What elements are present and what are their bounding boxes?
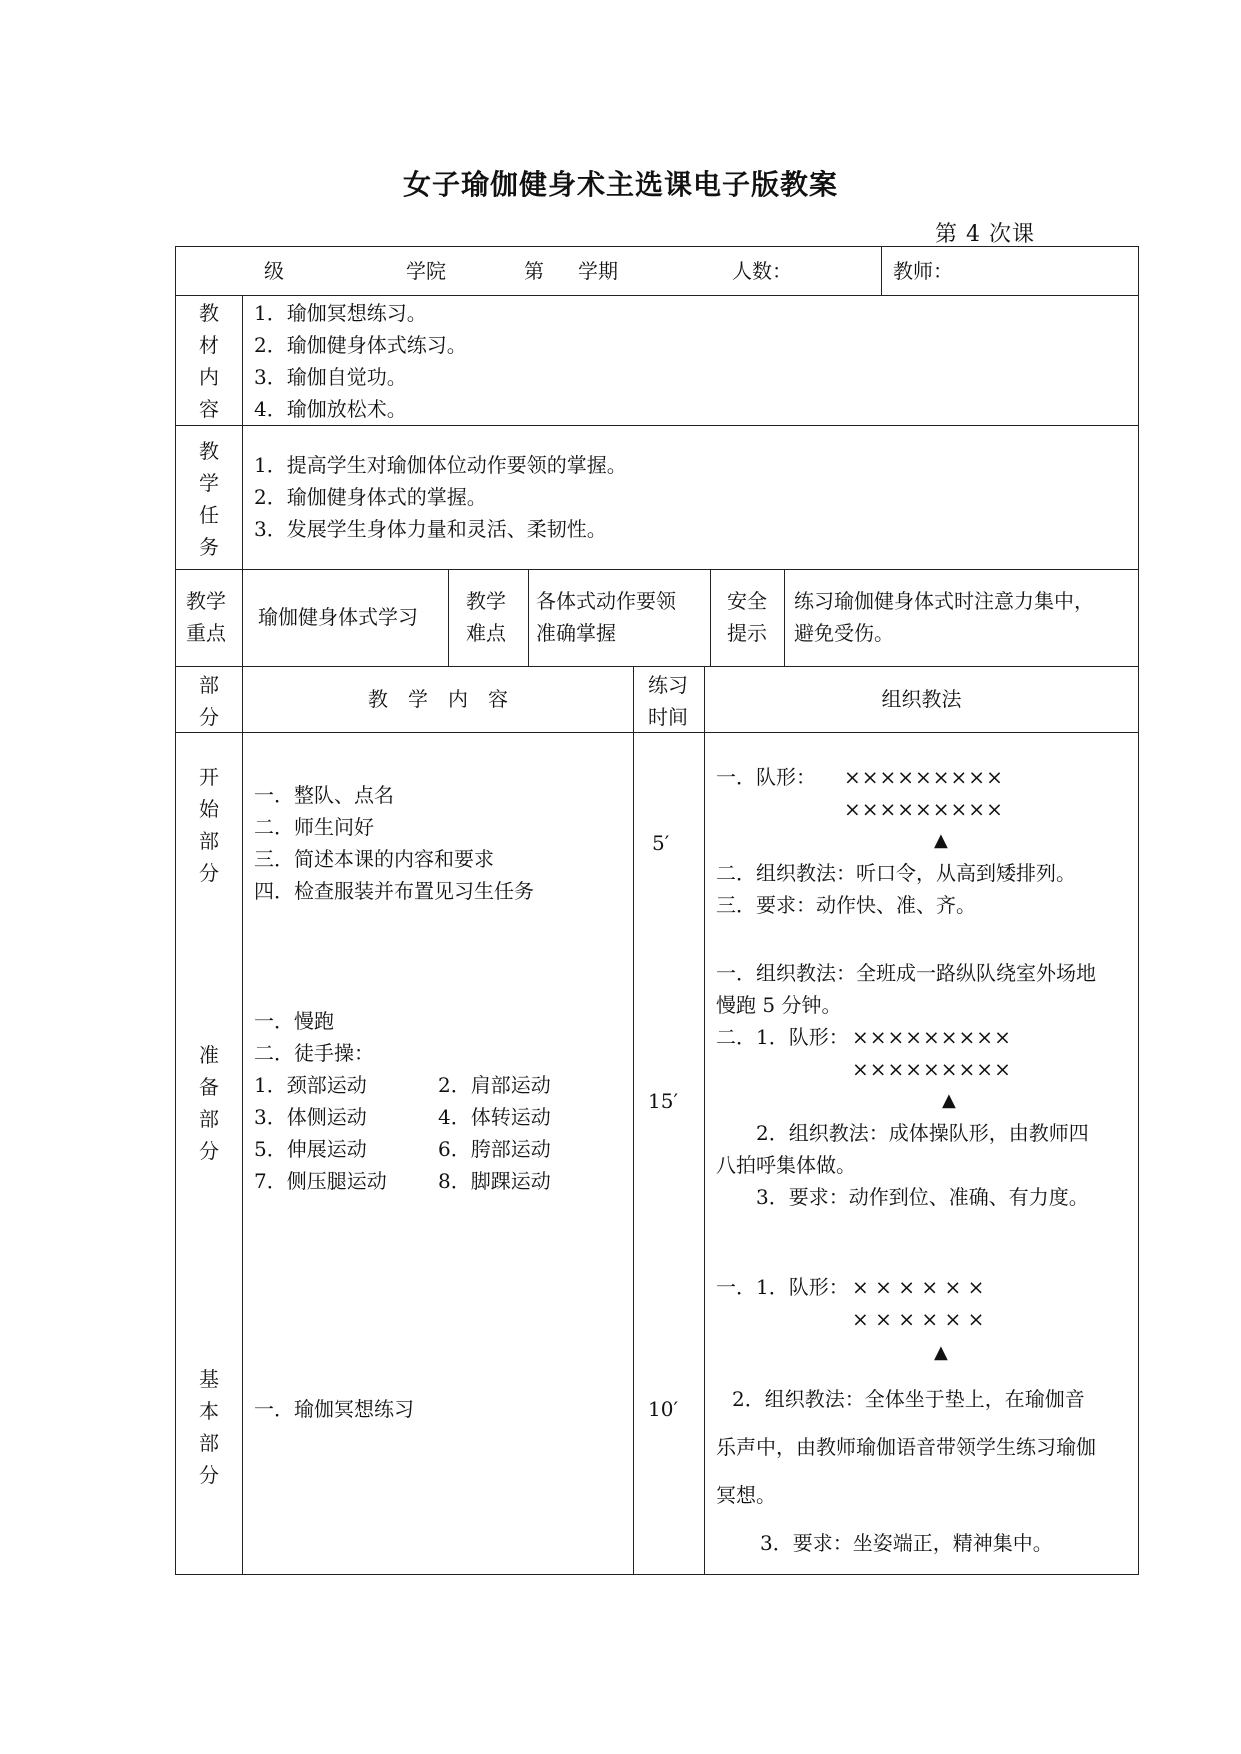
materials-item: 2．瑜伽健身体式练习。 bbox=[254, 333, 467, 357]
materials-item: 1．瑜伽冥想练习。 bbox=[254, 301, 427, 325]
start-formation-label: 一．队形： bbox=[716, 765, 816, 789]
prep-method-line: 2．组织教法：成体操队形，由教师四 bbox=[756, 1121, 1089, 1145]
basic-method-line: 乐声中，由教师瑜伽语音带领学生练习瑜伽 bbox=[716, 1435, 1096, 1459]
basic-formation-row: × × × × × × bbox=[852, 1275, 985, 1299]
safety-value: 练习瑜伽健身体式时注意力集中， bbox=[794, 589, 1094, 613]
time-column-header: 时间 bbox=[648, 705, 688, 729]
start-method-line: 三．要求：动作快、准、齐。 bbox=[716, 893, 976, 917]
materials-item: 4．瑜伽放松术。 bbox=[254, 397, 407, 421]
teacher-position-icon: ▲ bbox=[934, 1342, 948, 1363]
start-section-label: 开 始 部 分 bbox=[199, 765, 219, 885]
semester-prefix: 第 bbox=[524, 259, 544, 283]
materials-item: 3．瑜伽自觉功。 bbox=[254, 365, 407, 389]
start-content-item: 三．简述本课的内容和要求 bbox=[254, 847, 494, 871]
prep-section-label: 准 备 部 分 bbox=[199, 1043, 219, 1163]
exercise-item: 2．肩部运动 bbox=[438, 1073, 551, 1097]
start-formation-row: ××××××××× bbox=[844, 797, 1004, 821]
prep-method-line: 一．组织教法：全班成一路纵队绕室外场地 bbox=[716, 961, 1096, 985]
key-point-label: 教学 bbox=[186, 589, 226, 613]
difficulty-label: 教学 bbox=[466, 589, 506, 613]
basic-method-line: 3．要求：坐姿端正，精神集中。 bbox=[760, 1531, 1053, 1555]
tasks-label: 教 学 任 务 bbox=[199, 439, 219, 559]
tasks-item: 1．提高学生对瑜伽体位动作要领的掌握。 bbox=[254, 453, 627, 477]
exercise-item: 8．脚踝运动 bbox=[438, 1169, 551, 1193]
college-label: 学院 bbox=[406, 259, 446, 283]
basic-formation-row: × × × × × × bbox=[852, 1307, 985, 1331]
basic-method-line: 2．组织教法：全体坐于垫上，在瑜伽音 bbox=[732, 1387, 1085, 1411]
safety-label: 安全 bbox=[727, 589, 767, 613]
basic-section-label: 基 本 部 分 bbox=[199, 1367, 219, 1487]
student-count-label: 人数： bbox=[732, 259, 792, 283]
lesson-plan-table bbox=[175, 246, 1139, 1575]
row-divider bbox=[176, 666, 1138, 667]
lesson-number: 第 4 次课 bbox=[935, 222, 1035, 247]
teacher-position-icon: ▲ bbox=[934, 830, 948, 851]
exercise-item: 3．体侧运动 bbox=[254, 1105, 367, 1129]
row-divider bbox=[176, 569, 1138, 570]
basic-method-line: 冥想。 bbox=[716, 1483, 776, 1507]
prep-method-line: 3．要求：动作到位、准确、有力度。 bbox=[756, 1185, 1089, 1209]
col-divider bbox=[784, 569, 785, 666]
key-point-label: 重点 bbox=[186, 621, 226, 645]
method-column-header: 组织教法 bbox=[881, 687, 962, 711]
grade-label: 级 bbox=[264, 259, 284, 283]
time-column-header: 练习 bbox=[648, 673, 688, 697]
col-divider bbox=[881, 247, 882, 295]
safety-value: 避免受伤。 bbox=[794, 621, 894, 645]
teacher-label: 教师： bbox=[893, 259, 953, 283]
semester-label: 学期 bbox=[578, 259, 618, 283]
tasks-item: 3．发展学生身体力量和灵活、柔韧性。 bbox=[254, 517, 607, 541]
start-content-item: 一．整队、点名 bbox=[254, 783, 394, 807]
difficulty-value: 准确掌握 bbox=[536, 621, 616, 645]
prep-formation-row: ××××××××× bbox=[852, 1025, 1012, 1049]
key-point-value: 瑜伽健身体式学习 bbox=[258, 605, 418, 629]
prep-time: 15′ bbox=[648, 1089, 678, 1113]
start-content-item: 二．师生问好 bbox=[254, 815, 374, 839]
start-formation-row: ××××××××× bbox=[844, 765, 1004, 789]
basic-content-item: 一．瑜伽冥想练习 bbox=[254, 1397, 414, 1421]
basic-formation-label: 一．1．队形： bbox=[716, 1275, 849, 1299]
col-divider bbox=[704, 666, 705, 1574]
tasks-item: 2．瑜伽健身体式的掌握。 bbox=[254, 485, 487, 509]
difficulty-value: 各体式动作要领 bbox=[536, 589, 676, 613]
materials-label: 教 材 内 容 bbox=[199, 301, 219, 421]
basic-time: 10′ bbox=[648, 1397, 678, 1421]
prep-formation-label: 二．1．队形： bbox=[716, 1025, 849, 1049]
col-divider bbox=[242, 295, 243, 1574]
exercise-item: 6．胯部运动 bbox=[438, 1137, 551, 1161]
prep-content-item: 一．慢跑 bbox=[254, 1009, 334, 1033]
exercise-item: 4．体转运动 bbox=[438, 1105, 551, 1129]
start-content-item: 四．检查服装并布置见习生任务 bbox=[254, 879, 534, 903]
row-divider bbox=[176, 295, 1138, 296]
teacher-position-icon: ▲ bbox=[942, 1090, 956, 1111]
content-column-header: 教 学 内 容 bbox=[368, 687, 508, 711]
prep-method-line: 八拍呼集体做。 bbox=[716, 1153, 856, 1177]
col-divider bbox=[448, 569, 449, 666]
part-column-header: 部 分 bbox=[199, 673, 219, 729]
prep-formation-row: ××××××××× bbox=[852, 1057, 1012, 1081]
col-divider bbox=[633, 666, 634, 1574]
exercise-item: 1．颈部运动 bbox=[254, 1073, 367, 1097]
start-method-line: 二．组织教法：听口令，从高到矮排列。 bbox=[716, 861, 1076, 885]
exercise-item: 7．侧压腿运动 bbox=[254, 1169, 387, 1193]
difficulty-label: 难点 bbox=[466, 621, 506, 645]
prep-content-item: 二．徒手操： bbox=[254, 1041, 374, 1065]
row-divider bbox=[176, 425, 1138, 426]
document-title: 女子瑜伽健身术主选课电子版教案 bbox=[402, 168, 838, 201]
start-time: 5′ bbox=[652, 831, 670, 855]
prep-method-line: 慢跑 5 分钟。 bbox=[716, 993, 842, 1017]
col-divider bbox=[710, 569, 711, 666]
exercise-item: 5．伸展运动 bbox=[254, 1137, 367, 1161]
safety-label: 提示 bbox=[727, 621, 767, 645]
col-divider bbox=[528, 569, 529, 666]
